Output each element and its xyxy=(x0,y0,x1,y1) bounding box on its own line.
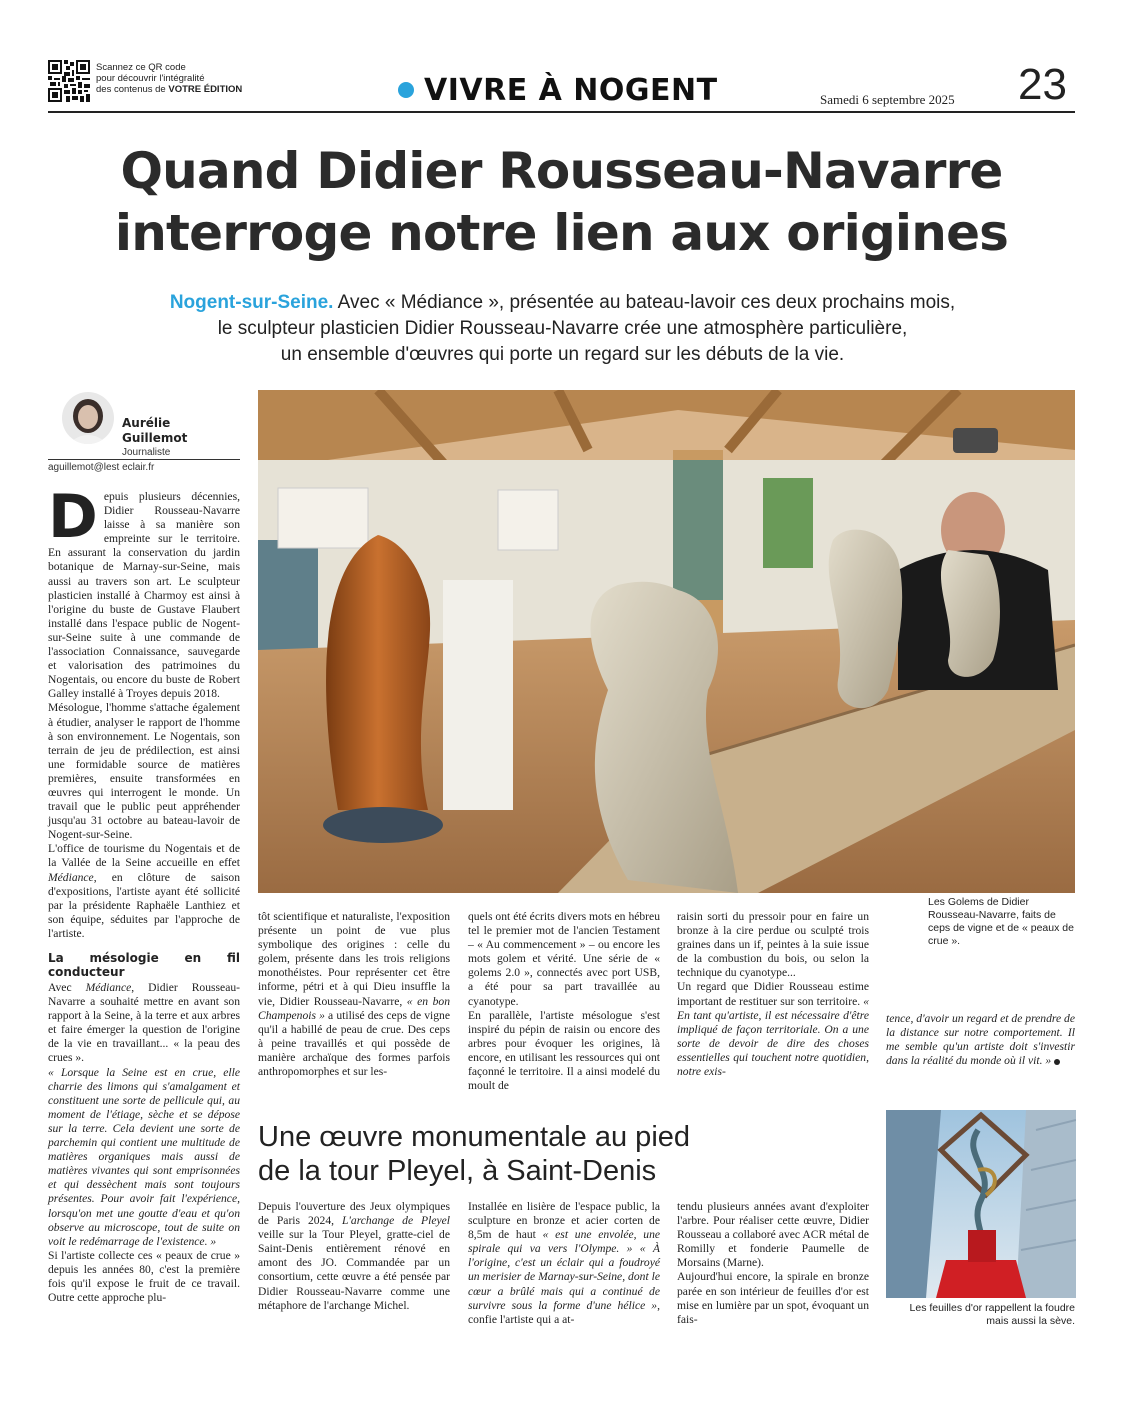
paragraph-text: Un regard que Didier Rousseau estime important de restituer sur son territoire. xyxy=(677,980,869,1008)
author-name xyxy=(122,416,187,446)
headline-line: interroge notre lien aux origines xyxy=(114,204,1009,262)
paragraph: epuis plusieurs décennies, Didier Rousseau-Navarre laisse à sa manière son empreinte sur le territoire. En assurant la conservation du jardin botanique de Marnay-sur-Seine, mais aussi au travers son art. Le sculpteur plasticien installé à Charmoy est ainsi à l'origine du buste de Gustave Flaubert installé dans l'espace public de Nogent-sur-Seine suite à une commande de l'association Connaissance, sauvegarde et valorisation des patrimoines du Nogentais, ou encore du buste de Robert Galley installé à Troyes depuis 2018. xyxy=(48,490,240,701)
sidebar-column-1 xyxy=(258,1200,450,1313)
paragraph: quels ont été écrits divers mots en hébreu tel le premier mot de l'ancien Testament – « Au commencement » – ou encore les mots golem et vérité. Une série de « golems 2.0 », connectés avec port USB, a été pour sa part travaillée au cyanotype. xyxy=(468,910,660,1008)
qr-caption-line: des contenus de xyxy=(96,84,166,95)
artist-quote: « Lorsque la Seine est en crue, elle charrie des limons qui s'amalgament et constituent une sorte de pellicule qui, au moment de l'étiage, sèche et se dépose sur la terre. Cela devient une sorte de parchemin qui contient une multitude de matières organiques mais aussi de matières vivantes qui sont emprisonnées et qui dessèchent mais sont toujours présentes. Pour avoir fait l'expérience, lorsqu'on met une goutte d'eau et qu'on observe au microscope, tout de suite on voit le redémarrage de l'existence. » xyxy=(48,1065,240,1248)
standfirst-text: le sculpteur plasticien Didier Rousseau-Navarre crée une atmosphère particulière, xyxy=(217,318,908,339)
dateline-city: Nogent-sur-Seine. xyxy=(169,292,334,313)
exhibition-title: Médiance xyxy=(48,870,94,884)
artist-quote: « En tant qu'artiste, il est nécessaire d'être impliqué de façon territoriale. On a une sorte de devoir de dire des choses essentielles qui touchent notre quotidien, notre exis- xyxy=(677,994,869,1079)
sidebar-column-2 xyxy=(468,1200,660,1327)
artist-quote: « est une envolée, une spirale qui va vers l'Olympe. » « À l'origine, c'est un éclair qui a foudroyé un merisier de Marnay-sur-Seine, dont le cœur a brûlé mais qui a continué de survivre sous la forme d'une hélice » xyxy=(468,1228,661,1312)
section-rubric xyxy=(398,72,718,108)
paragraph-text: Avec xyxy=(48,981,86,994)
author-last-name: Guillemot xyxy=(122,431,188,445)
paragraph: En parallèle, l'artiste mésologue s'est inspiré du pépin de raisin ou encore des arbres pour évoquer les origines, là encore, en utilisant les ressources qui ont façonné le territoire. Il a ainsi modelé du moult de xyxy=(468,1008,660,1093)
paragraph: Si l'artiste collecte ces « peaux de crue » depuis les années 80, c'est la première fois qu'il expose le fruit de ce travail. Outre cette approche plu- xyxy=(48,1248,240,1305)
page-number: 23 xyxy=(1018,60,1067,109)
paragraph-text: tôt scientifique et naturaliste, l'exposition présente un point de vue plus symbolique des origines : celle du golem, présente dans les trois religions monothéistes. Pour représenter cet être informe, pétri et à qui Dieu insuffle la vie, Didier Rousseau-Navarre, xyxy=(258,910,450,1008)
article-headline xyxy=(48,140,1075,264)
standfirst-text: un ensemble d'œuvres qui porte un regard sur les débuts de la vie. xyxy=(280,344,845,365)
paragraph-text: , confie l'artiste qui a at- xyxy=(468,1298,660,1326)
photo-caption: Les Golems de Didier Rousseau-Navarre, faits de ceps de vigne et de « peaux de crue ». xyxy=(928,896,1074,947)
paragraph: raisin sorti du pressoir pour en faire un bronze à la cire perdue ou sculpté trois graines dans un if, peintes à la suie issue de la combustion du bois, ou selon la technique du cyanotype... xyxy=(677,910,869,980)
exhibition-photo xyxy=(258,390,1075,893)
paragraph: Aujourd'hui encore, la spirale en bronze parée en son intérieur de feuilles d'or est mise en lumière par un spot, évoquant un fais- xyxy=(677,1270,869,1326)
sidebar-title-line: Une œuvre monumentale au pied xyxy=(258,1121,691,1153)
header-rule xyxy=(48,111,1075,113)
qr-caption-line: pour découvrir l'intégralité xyxy=(96,73,205,84)
author-first-name: Aurélie xyxy=(122,416,171,430)
article-column-4 xyxy=(677,910,869,1079)
artwork-title: L'archange de Pleyel xyxy=(341,1214,450,1228)
qr-code[interactable] xyxy=(48,60,90,102)
paragraph: Mésologue, l'homme s'attache également à étudier, analyser le rapport de l'homme à son environnement. Le Nogentais, son terrain de jeu de prédilection, est ainsi une formidable source de matières premières, ensuite transformées en œuvres qui interrogent le monde. Un travail que le public peut appréhender jusqu'au 31 octobre au bateau-lavoir de Nogent-sur-Seine. xyxy=(48,701,240,842)
paragraph-text: , en clôture de saison d'expositions, l'artiste ayant été sollicité par la présidente Raphaële Lanthiez et son équipe, séduites par l'approche de l'artiste. xyxy=(48,870,240,940)
sidebar-column-3 xyxy=(677,1200,869,1327)
quote-inline: « en bon Champenois » xyxy=(258,994,450,1022)
article-standfirst xyxy=(140,290,985,368)
paragraph-text: veille sur la Tour Pleyel, gratte-ciel de Saint-Denis entièrement rénové en amont des JO. Commandée par un consortium, cette œuvre a été pensée par Didier Rousseau-Navarre comme une métaphore de l'archange Michel. xyxy=(258,1228,450,1312)
paragraph: tendu plusieurs années avant d'exploiter l'arbre. Pour réaliser cette œuvre, Didier Rousseau a collaboré avec ACR métal de Romilly et fonderie Paumelle de Morsains (Marne). xyxy=(677,1200,869,1270)
author-avatar xyxy=(62,392,114,444)
article-column-2 xyxy=(258,910,450,1079)
paragraph-text: Installée en lisière de l'espace public, la sculpture en bronze et acier corten de 8,5m de haut xyxy=(468,1200,660,1242)
sidebar-title-line: de la tour Pleyel, à Saint-Denis xyxy=(258,1155,657,1187)
paragraph-text: a utilisé des ceps de vigne qu'il a habillé de peau de crue. Des ceps à peine travaillés et qui possède de manière archaïque des formes parfois anthropomorphes et sur les- xyxy=(258,1008,450,1079)
exhibition-title: Médiance xyxy=(85,981,132,994)
end-of-article-mark xyxy=(1054,1059,1060,1065)
article-column-5 xyxy=(886,1012,1075,1068)
qr-caption-bold: VOTRE ÉDITION xyxy=(168,84,243,95)
headline-line: Quand Didier Rousseau-Navarre xyxy=(120,142,1003,200)
article-column-3 xyxy=(468,910,660,1093)
paragraph-text: , Didier Rousseau-Navarre a souhaité mettre en avant son rapport à la Seine, à la terre et aux arbres et faire émerger la question de l'origine de la vie en travaillant... « la peau des crues ». xyxy=(48,981,240,1065)
author-email[interactable]: aguillemot@lest eclair.fr xyxy=(48,462,155,473)
paragraph-text: Depuis l'ouverture des Jeux olympiques de Paris 2024, xyxy=(258,1200,450,1228)
sculpture-photo xyxy=(886,1110,1076,1298)
article-column-1 xyxy=(48,482,240,1305)
qr-caption xyxy=(96,62,266,95)
standfirst-text: Avec « Médiance », présentée au bateau-lavoir ces deux prochains mois, xyxy=(333,292,956,313)
rubric-dot-icon xyxy=(398,82,414,98)
sidebar-title xyxy=(258,1120,818,1188)
subheading: La mésologie en fil conducteur xyxy=(48,951,240,979)
paragraph-text: L'office de tourisme du Nogentais et de la Vallée de la Seine accueille en effet xyxy=(48,842,240,870)
author-role: Journaliste xyxy=(122,447,171,458)
author-rule xyxy=(48,459,240,460)
qr-caption-line: Scannez ce QR code xyxy=(96,62,186,73)
sidebar-photo-caption: Les feuilles d'or rappellent la foudre mais aussi la sève. xyxy=(909,1302,1075,1327)
section-label: VIVRE À NOGENT xyxy=(424,72,718,108)
artist-quote: tence, d'avoir un regard et de prendre de la distance sur notre comportement. Il me semble qu'un artiste doit s'investir dans la réalité du monde où il vit. » xyxy=(886,1012,1075,1068)
issue-date: Samedi 6 septembre 2025 xyxy=(820,92,955,107)
drop-cap: D xyxy=(48,482,98,552)
